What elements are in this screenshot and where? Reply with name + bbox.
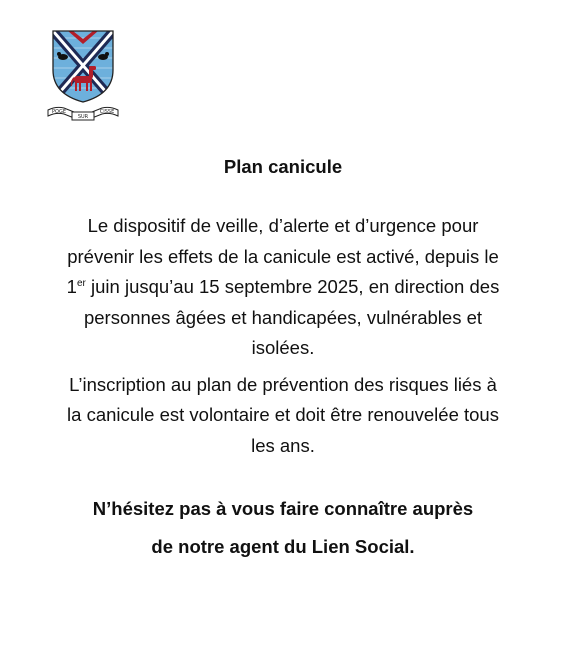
paragraph2-line: les ans. bbox=[251, 434, 315, 456]
motto-right-text: CISSE bbox=[99, 109, 115, 115]
call-to-action-line: de notre agent du Lien Social. bbox=[151, 536, 415, 557]
paragraph2-line: L’inscription au plan de prévention des risques liés à bbox=[69, 373, 497, 395]
paragraph1-line bbox=[30, 272, 536, 303]
paragraph2-line: la canicule est volontaire et doit être renouvelée tous bbox=[67, 404, 499, 425]
paragraph1-line: personnes âgées et handicapées, vulnérables et bbox=[83, 306, 483, 328]
paragraph1-line: Le dispositif de veille, d’alerte et d’urgence pour bbox=[87, 215, 479, 236]
date-day: 1 bbox=[66, 276, 77, 297]
notice-title: Plan canicule bbox=[223, 156, 343, 177]
date-rest: juin jusqu’au 15 septembre 2025, en direction des bbox=[85, 276, 500, 297]
paragraph-alert-system bbox=[0, 211, 566, 364]
date-ordinal: er bbox=[76, 278, 86, 289]
coat-of-arms-logo bbox=[46, 28, 120, 126]
paragraph1-line: isolées. bbox=[251, 337, 315, 358]
notice-body bbox=[0, 152, 566, 559]
motto-center-text: SUR bbox=[77, 114, 89, 120]
call-to-action-line: N’hésitez pas à vous faire connaître auprès bbox=[92, 498, 474, 519]
motto-ribbon bbox=[48, 107, 118, 120]
paragraph-registration bbox=[0, 370, 566, 462]
paragraph1-line: prévenir les effets de la canicule est activé, depuis le bbox=[67, 245, 499, 267]
motto-left-text: POGE bbox=[52, 109, 66, 115]
